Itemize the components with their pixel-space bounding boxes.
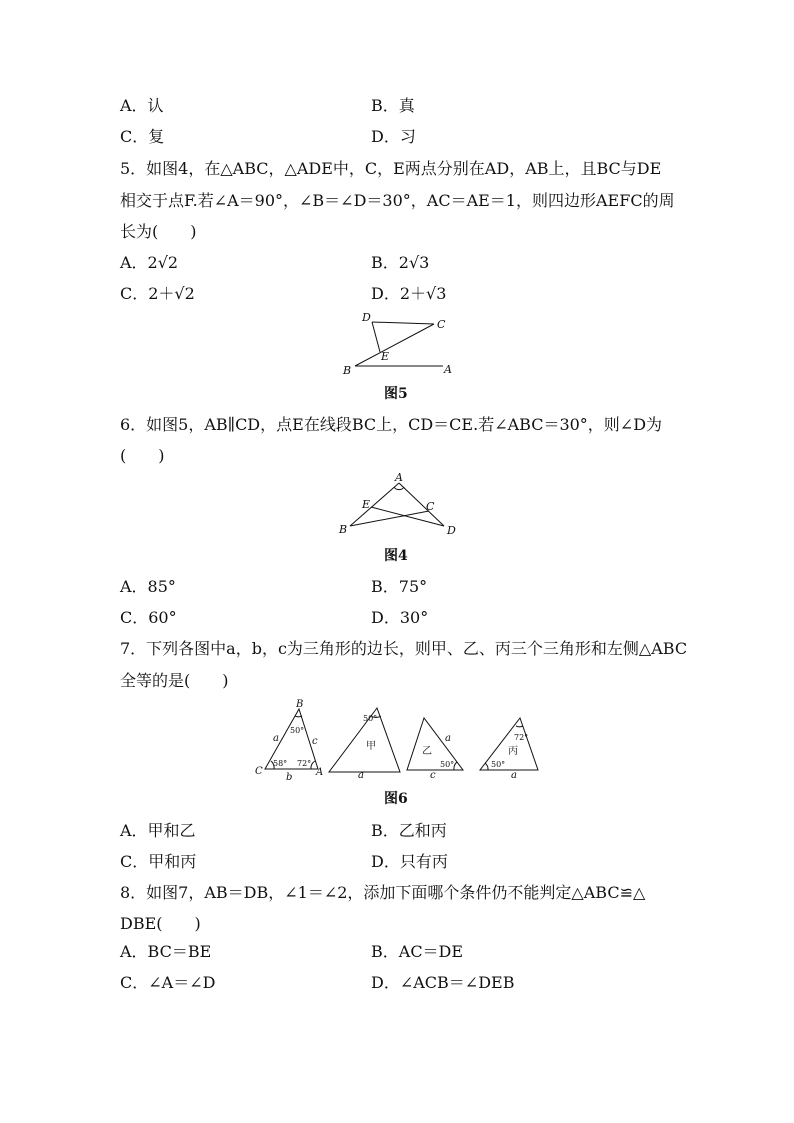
q5-stem-line-1: 5．如图4，在△ABC，△ADE中，C，E两点分别在AD，AB上，且BC与DE	[120, 159, 662, 178]
label-b: B	[343, 364, 352, 377]
q5-option-b: B．2√3	[371, 253, 430, 272]
q4-option-d: D．习	[371, 127, 416, 146]
q5-option-c: C．2＋√2	[120, 284, 195, 303]
label-e: E	[381, 350, 390, 363]
figure-4-diagram	[336, 470, 460, 540]
q6-option-d: D．30°	[371, 608, 429, 627]
triangle-bing-name: 丙	[508, 746, 518, 757]
triangle-yi-name: 乙	[422, 746, 432, 757]
q5-stem-line-3: 长为( )	[120, 222, 197, 241]
label-side-b: b	[286, 772, 293, 783]
triangle-yi-outline	[407, 718, 463, 770]
segment-ad	[399, 483, 444, 526]
q8-option-b: B．AC＝DE	[371, 942, 464, 961]
triangle-bing	[480, 718, 538, 781]
angle-a-mark	[394, 487, 404, 490]
q5-stem-line-2: 相交于点F.若∠A＝90°，∠B＝∠D＝30°，AC＝AE＝1，则四边形AEFC的周	[120, 191, 675, 210]
segment-dc	[372, 322, 434, 324]
triangle-abc	[255, 699, 323, 783]
label-d: D	[362, 311, 371, 324]
triangle-yi-angle-label: 50°	[440, 760, 455, 769]
segment-de	[372, 322, 380, 352]
triangle-yi-angle-mark	[454, 762, 457, 770]
triangle-bing-left-angle-mark	[485, 763, 488, 770]
q8-option-a: A．BC＝BE	[120, 942, 212, 961]
q5-option-d: D．2＋√3	[371, 284, 447, 303]
figure-6-caption: 图6	[384, 791, 408, 807]
label-vertex-c: C	[255, 766, 263, 777]
q4-option-b: B．真	[371, 96, 415, 115]
label-b: B	[339, 523, 348, 536]
q6-stem-line-1: 6．如图5，AB∥CD，点E在线段BC上，CD＝CE.若∠ABC＝30°，则∠D为	[120, 415, 663, 434]
angle-a-mark	[311, 761, 315, 769]
label-side-c: c	[312, 736, 318, 747]
label-a: A	[395, 471, 403, 484]
label-vertex-b: B	[296, 699, 304, 710]
triangle-bing-outline	[480, 718, 538, 770]
label-a: A	[444, 363, 452, 376]
q8-option-c: C．∠A＝∠D	[120, 973, 216, 992]
figure-5-caption: 图5	[384, 386, 408, 402]
q6-option-c: C．60°	[120, 608, 177, 627]
q7-stem-line-2: 全等的是( )	[120, 671, 229, 690]
label-d: D	[447, 524, 456, 537]
triangle-jia-side-a: a	[358, 770, 364, 781]
label-vertex-a: A	[316, 767, 324, 778]
q8-option-d: D．∠ACB＝∠DEB	[371, 973, 515, 992]
triangle-yi-side-a: a	[445, 733, 451, 744]
label-c: C	[426, 500, 435, 513]
label-angle-c: 58°	[273, 759, 288, 768]
label-c: C	[437, 318, 446, 331]
label-side-a: a	[273, 733, 279, 744]
segment-cb	[355, 324, 434, 366]
triangle-bing-side-a: a	[511, 770, 517, 781]
triangle-bing-angle-50: 50°	[491, 760, 506, 769]
q8-stem-line-2: DBE( )	[120, 914, 201, 933]
q7-option-c: C．甲和丙	[120, 852, 197, 871]
q4-option-a: A．认	[120, 96, 164, 115]
segment-ab	[350, 483, 399, 526]
q6-option-a: A．85°	[120, 577, 176, 596]
triangle-bing-angle-72: 72°	[514, 733, 529, 742]
figure-5-diagram	[338, 308, 458, 380]
label-e: E	[362, 498, 371, 511]
q4-option-c: C．复	[120, 127, 165, 146]
q5-option-a: A．2√2	[120, 253, 179, 272]
q8-stem-line-1: 8．如图7，AB＝DB，∠1＝∠2，添加下面哪个条件仍不能判定△ABC≌△	[120, 883, 646, 902]
q7-option-d: D．只有丙	[371, 852, 448, 871]
label-angle-a: 72°	[297, 759, 312, 768]
q7-option-b: B．乙和丙	[371, 821, 447, 840]
triangle-jia	[329, 708, 400, 781]
triangle-yi	[407, 718, 463, 781]
q7-stem-line-1: 7．下列各图中a，b，c为三角形的边长，则甲、乙、丙三个三角形和左侧△ABC	[120, 639, 688, 658]
figure-6-diagram	[252, 696, 544, 784]
q7-option-a: A．甲和乙	[120, 821, 196, 840]
q6-option-b: B．75°	[371, 577, 428, 596]
triangle-yi-side-c: c	[430, 770, 436, 781]
triangle-bing-top-angle-mark	[516, 726, 523, 727]
triangle-jia-name: 甲	[366, 741, 376, 752]
angle-b-mark	[295, 716, 302, 717]
label-angle-b: 50°	[290, 726, 305, 735]
figure-4-caption: 图4	[384, 548, 408, 564]
triangle-jia-angle-label: 50°	[363, 714, 378, 723]
q6-stem-line-2: ( )	[120, 446, 165, 465]
